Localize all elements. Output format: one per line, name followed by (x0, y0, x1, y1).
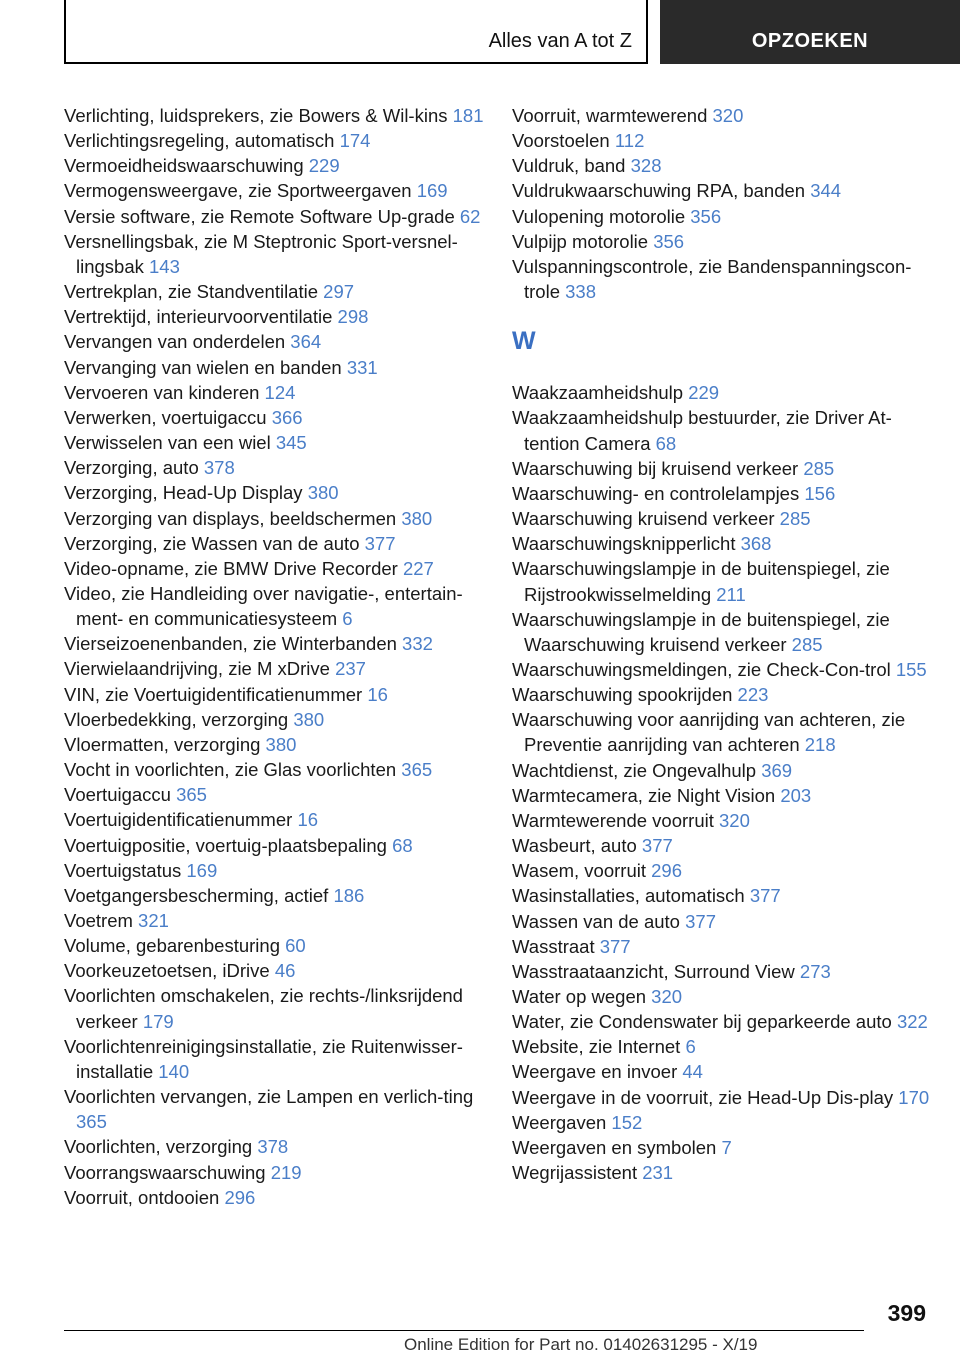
index-entry (64, 757, 484, 782)
index-entry-term: Weergaven (512, 1111, 612, 1133)
index-entry (512, 456, 932, 481)
index-entry-page-link[interactable]: 174 (339, 130, 371, 152)
index-entry-page-link[interactable]: 321 (138, 910, 169, 931)
search-tab[interactable] (660, 0, 960, 64)
index-entry-page-link[interactable]: 377 (599, 935, 631, 957)
index-entry-page-link[interactable]: 297 (323, 281, 355, 303)
index-entry-term: Water, zie Condenswater bij geparkeerde auto (512, 1011, 897, 1033)
index-entry-page-link[interactable]: 377 (685, 910, 716, 932)
index-entry-term: Waarschuwing voor aanrijding van achteren, zie Preventie aanrijding van achteren (512, 709, 906, 756)
index-entry-page-link[interactable]: 62 (459, 205, 481, 227)
index-entry (64, 153, 484, 178)
index-entry-term: Vuldrukwaarschuwing RPA, banden (512, 180, 811, 202)
index-entry-page-link[interactable]: 345 (275, 432, 307, 454)
index-entry-term: Verlichting, luidsprekers, zie Bowers & Wil-kins (64, 105, 453, 126)
index-entry-page-link[interactable]: 181 (452, 105, 484, 126)
index-entry-page-link[interactable]: 229 (688, 382, 720, 404)
index-entry (64, 304, 484, 329)
index-entry-page-link[interactable]: 296 (224, 1186, 256, 1208)
index-entry-term: Wasbeurt, auto (512, 835, 642, 857)
index-entry (512, 984, 932, 1009)
index-entry-page-link[interactable]: 377 (364, 532, 396, 554)
index-entry-term: Waarschuwing bij kruisend verkeer (512, 457, 804, 479)
index-entry-term: Vulopening motorolie (512, 205, 691, 227)
index-entry (64, 1034, 484, 1084)
index-entry-page-link[interactable]: 223 (737, 684, 769, 706)
index-entry-term: Versie software, zie Remote Software Up-grade (64, 205, 460, 227)
index-entry-term: Waarschuwingslampje in de buitenspiegel, zie Waarschuwing kruisend verkeer (512, 608, 890, 655)
page-number: 399 (887, 1300, 926, 1326)
index-entry-page-link[interactable]: 124 (264, 381, 296, 403)
index-entry-term: Weergaven en symbolen (512, 1136, 722, 1158)
index-entry (64, 128, 484, 153)
index-entry (64, 455, 484, 480)
index-entry-term: Wassen van de auto (512, 910, 686, 932)
index-entry-term: Wegrijassistent (512, 1162, 643, 1184)
index-entry (512, 607, 932, 657)
index-entry (512, 103, 932, 128)
index-entry (512, 531, 932, 556)
index-entry (512, 909, 932, 934)
index-entry-term: Voorlichtenreinigingsinstallatie, zie Ruitenwisser-installatie (64, 1035, 463, 1082)
index-entry (64, 355, 484, 380)
footer-edition-text: Online Edition for Part no. 01402631295 - X/19 (404, 1335, 758, 1354)
index-entry-term: Waarschuwing kruisend verkeer (512, 508, 780, 530)
index-entry-page-link[interactable]: 186 (333, 884, 365, 906)
index-entry-term: Wasstraat (512, 935, 600, 957)
index-entry-page-link[interactable]: 152 (611, 1111, 643, 1133)
index-entry-page-link[interactable]: 68 (392, 834, 413, 856)
index-entry (512, 1110, 932, 1135)
index-entry (64, 1185, 484, 1210)
index-entry-page-link[interactable]: 365 (176, 784, 207, 806)
index-entry-page-link[interactable]: 237 (335, 658, 366, 680)
index-entry-term: Warmtecamera, zie Night Vision (512, 784, 781, 806)
index-entry-page-link[interactable]: 365 (401, 759, 433, 781)
index-entry-page-link[interactable]: 169 (416, 180, 448, 202)
index-entry-page-link[interactable]: 380 (307, 482, 339, 504)
index-entry-term: Vermogensweergave, zie Sportweergaven (64, 180, 417, 202)
index-entry (512, 556, 932, 606)
index-entry (64, 682, 484, 707)
index-entry (512, 1160, 932, 1185)
index-entry-term: Video, zie Handleiding over navigatie-, entertain-ment- en communicatiesysteem (64, 582, 463, 630)
index-entry (512, 934, 932, 959)
index-entry-term: Vierwielaandrijving, zie M xDrive (64, 658, 336, 680)
index-entry-term: Verwerken, voertuigaccu (64, 406, 272, 428)
index-entry-page-link[interactable]: 365 (76, 1111, 107, 1133)
index-entry (512, 758, 932, 783)
index-entry (64, 178, 484, 203)
index-entry-page-link[interactable]: 285 (803, 457, 835, 479)
index-entry-page-link[interactable]: 328 (630, 155, 662, 177)
index-entry-page-link[interactable]: 60 (285, 935, 306, 957)
index-entry (512, 959, 932, 984)
section-title: Alles van A tot Z (488, 30, 632, 52)
index-entry-term: Vermoeidheidswaarschuwing (64, 155, 309, 177)
index-entry-term: Waarschuwing- en controlelampjes (512, 482, 805, 504)
index-entry-term: VIN, zie Voertuigidentificatienummer (64, 683, 368, 705)
index-entry (64, 983, 484, 1033)
index-entry-page-link[interactable]: 377 (749, 885, 781, 907)
index-entry-page-link[interactable]: 296 (651, 860, 682, 882)
index-entry-term: Verzorging, auto (64, 457, 204, 479)
index-entry (64, 279, 484, 304)
index-entry (512, 1009, 932, 1034)
index-entry-page-link[interactable]: 6 (685, 1036, 696, 1058)
index-entry (512, 1085, 932, 1110)
index-entry (64, 958, 484, 983)
index-entry-page-link[interactable]: 356 (690, 205, 722, 227)
index-entry (512, 858, 932, 883)
index-entry-term: Waarschuwing spookrijden (512, 684, 738, 706)
index-entry-term: Vertrekplan, zie Standventilatie (64, 281, 324, 303)
index-entry (64, 656, 484, 681)
index-entry (512, 405, 932, 455)
index-entry-term: Voorlichten, verzorging (64, 1136, 258, 1158)
footer-divider (64, 1330, 864, 1331)
index-entry-page-link[interactable]: 46 (274, 960, 296, 982)
index-entry (512, 808, 932, 833)
index-entry (64, 631, 484, 656)
index-entry (64, 380, 484, 405)
index-entry-page-link[interactable]: 6 (342, 608, 353, 630)
index-entry (512, 178, 932, 203)
index-entry (64, 204, 484, 229)
index-entry-page-link[interactable]: 322 (896, 1011, 928, 1033)
index-entry-term: Waarschuwingsmeldingen, zie Check-Con-trol (512, 658, 896, 680)
index-entry-term: Vloerbedekking, verzorging (64, 708, 294, 730)
index-entry (512, 833, 932, 858)
index-entry-term: Waarschuwingsknipperlicht (512, 533, 741, 555)
index-entry-term: Volume, gebarenbesturing (64, 935, 286, 957)
index-entry (64, 732, 484, 757)
index-entry-term: Verzorging van displays, beeldschermen (64, 507, 402, 529)
index-entry-page-link[interactable]: 298 (337, 306, 369, 328)
index-entry-page-link[interactable]: 211 (716, 583, 746, 605)
index-entry-term: Voertuigidentificatienummer (64, 809, 298, 831)
index-entry-page-link[interactable]: 380 (265, 733, 297, 755)
index-entry (64, 908, 484, 933)
index-entry-term: Voorrangswaarschuwing (64, 1161, 271, 1183)
index-entry-page-link[interactable]: 378 (257, 1136, 289, 1158)
index-entry-page-link[interactable]: 369 (761, 759, 793, 781)
section-letter-heading: W (512, 327, 536, 356)
index-entry-page-link[interactable]: 320 (712, 105, 744, 126)
index-entry-term: Weergave en invoer (512, 1061, 683, 1083)
index-entry-page-link[interactable]: 285 (779, 508, 811, 530)
index-entry-term: Vocht in voorlichten, zie Glas voorlichten (64, 759, 402, 781)
index-entry-page-link[interactable]: 366 (271, 406, 303, 428)
index-entry-term: Vervoeren van kinderen (64, 381, 265, 403)
index-entry-term: Weergave in de voorruit, zie Head-Up Dis-play (512, 1086, 899, 1108)
index-entry-term: Verwisselen van een wiel (64, 432, 276, 454)
index-group-v-continued (512, 103, 932, 304)
index-entry-page-link[interactable]: 364 (290, 331, 322, 353)
index-entry (512, 229, 932, 254)
index-entry-term: Waakzaamheidshulp bestuurder, zie Driver At-tention Camera (512, 407, 892, 454)
index-entry-term: Vierseizoenenbanden, zie Winterbanden (64, 633, 403, 655)
index-entry (512, 657, 932, 682)
index-entry (512, 204, 932, 229)
index-entry-page-link[interactable]: 219 (270, 1161, 302, 1183)
index-entry-page-link[interactable]: 155 (895, 658, 927, 680)
index-entry (64, 1134, 484, 1159)
index-entry-term: Vuldruk, band (512, 155, 631, 177)
index-entry-page-link[interactable]: 169 (186, 859, 218, 881)
index-entry (512, 128, 932, 153)
index-entry-term: Voorlichten vervangen, zie Lampen en verlich-ting (64, 1086, 474, 1108)
index-entry (512, 707, 932, 757)
index-entry-term: Voertuigpositie, voertuig-plaatsbepaling (64, 834, 393, 856)
index-entry-page-link[interactable]: 273 (799, 960, 831, 982)
index-entry (64, 430, 484, 455)
index-entry-page-link[interactable]: 320 (651, 986, 683, 1007)
index-entry (64, 531, 484, 556)
index-entry-term: Waarschuwingslampje in de buitenspiegel, zie Rijstrookwisselmelding (512, 558, 890, 605)
index-entry-page-link[interactable]: 156 (804, 482, 836, 504)
index-entry-term: Wasinstallaties, automatisch (512, 885, 750, 907)
index-entry-term: Voorlichten omschakelen, zie rechts-/linksrijdend verkeer (64, 985, 463, 1032)
index-entry-page-link[interactable]: 170 (898, 1086, 930, 1108)
index-entry-page-link[interactable]: 68 (655, 432, 677, 454)
index-column-right (512, 103, 932, 1185)
index-entry-term: Versnellingsbak, zie M Steptronic Sport-versnel-lingsbak (64, 230, 458, 277)
index-entry (512, 506, 932, 531)
index-entry-page-link[interactable]: 338 (565, 281, 597, 303)
index-entry-page-link[interactable]: 218 (804, 734, 836, 756)
index-entry-page-link[interactable]: 16 (297, 809, 319, 831)
index-entry (64, 1160, 484, 1185)
index-entry-page-link[interactable]: 44 (682, 1061, 703, 1083)
index-entry-page-link[interactable]: 331 (346, 356, 378, 378)
index-entry-page-link[interactable]: 377 (641, 835, 673, 857)
index-entry (512, 153, 932, 178)
index-entry-page-link[interactable]: 378 (203, 457, 235, 479)
index-entry-term: Water op wegen (512, 986, 652, 1007)
index-entry (64, 1084, 484, 1134)
index-entry-page-link[interactable]: 356 (653, 230, 685, 252)
index-entry (64, 807, 484, 832)
search-tab-label: OPZOEKEN (751, 30, 869, 52)
index-entry-term: Vulspanningscontrole, zie Bandenspanningscon-trole (512, 255, 912, 303)
index-entry-page-link[interactable]: 140 (158, 1060, 190, 1082)
index-entry (512, 783, 932, 808)
index-group-w (512, 380, 932, 1185)
index-entry-term: Video-opname, zie BMW Drive Recorder (64, 557, 403, 579)
index-entry-term: Vulpijp motorolie (512, 230, 654, 252)
index-entry-page-link[interactable]: 179 (142, 1010, 174, 1032)
index-entry (64, 782, 484, 807)
index-entry-term: Wasstraataanzicht, Surround View (512, 960, 800, 982)
index-entry (512, 380, 932, 405)
index-entry-term: Vervangen van onderdelen (64, 331, 291, 353)
index-entry (64, 581, 484, 631)
index-entry (64, 858, 484, 883)
index-entry (64, 103, 484, 128)
index-entry-page-link[interactable]: 368 (740, 533, 772, 555)
index-entry-page-link[interactable]: 229 (308, 155, 340, 177)
index-entry (512, 1059, 932, 1084)
index-entry (64, 833, 484, 858)
index-entry-term: Voetgangersbescherming, actief (64, 884, 334, 906)
index-entry-page-link[interactable]: 203 (780, 784, 812, 806)
index-entry-term: Verzorging, Head-Up Display (64, 482, 308, 504)
index-entry-page-link[interactable]: 227 (402, 557, 434, 579)
index-entry (64, 556, 484, 581)
index-entry-term: Vloermatten, verzorging (64, 733, 266, 755)
index-entry-term: Voorruit, ontdooien (64, 1186, 225, 1208)
index-entry-page-link[interactable]: 7 (721, 1136, 732, 1158)
index-entry-term: Vervanging van wielen en banden (64, 356, 347, 378)
index-entry-page-link[interactable]: 344 (810, 180, 842, 202)
index-entry-term: Wasem, voorruit (512, 860, 652, 882)
index-entry-term: Vertrektijd, interieurvoorventilatie (64, 306, 338, 328)
index-entry-term: Verzorging, zie Wassen van de auto (64, 532, 365, 554)
index-entry-page-link[interactable]: 112 (614, 130, 645, 152)
index-entry-page-link[interactable]: 143 (149, 255, 180, 277)
index-entry-term: Wachtdienst, zie Ongevalhulp (512, 759, 762, 781)
index-entry (64, 883, 484, 908)
index-entry (512, 481, 932, 506)
index-entry-page-link[interactable]: 380 (293, 708, 325, 730)
index-entry-term: Voertuigaccu (64, 784, 177, 806)
index-entry-term: Website, zie Internet (512, 1036, 686, 1058)
header-section-box (64, 0, 648, 64)
index-entry-term: Verlichtingsregeling, automatisch (64, 130, 340, 152)
index-entry-term: Voorstoelen (512, 130, 615, 152)
index-entry (512, 254, 932, 304)
index-entry (512, 1034, 932, 1059)
index-entry (64, 707, 484, 732)
index-entry-term: Waakzaamheidshulp (512, 382, 689, 404)
index-entry-page-link[interactable]: 320 (719, 809, 750, 831)
index-entry (512, 1135, 932, 1160)
index-column-left (64, 103, 484, 1210)
index-entry-page-link[interactable]: 332 (402, 633, 433, 655)
index-entry (64, 405, 484, 430)
index-entry (64, 329, 484, 354)
index-entry (64, 480, 484, 505)
index-entry (64, 933, 484, 958)
index-entry-term: Warmtewerende voorruit (512, 809, 719, 831)
index-entry (512, 682, 932, 707)
index-entry (64, 506, 484, 531)
index-entry-page-link[interactable]: 16 (367, 683, 388, 705)
index-entry-term: Voertuigstatus (64, 859, 187, 881)
index-entry-term: Voorruit, warmtewerend (512, 105, 713, 126)
index-entry (64, 229, 484, 279)
index-entry-term: Voetrem (64, 910, 139, 931)
index-entry (512, 883, 932, 908)
index-entry-term: Voorkeuzetoetsen, iDrive (64, 960, 275, 982)
index-entry-page-link[interactable]: 380 (401, 507, 433, 529)
index-entry-page-link[interactable]: 231 (642, 1162, 674, 1184)
index-entry-page-link[interactable]: 285 (791, 633, 823, 655)
